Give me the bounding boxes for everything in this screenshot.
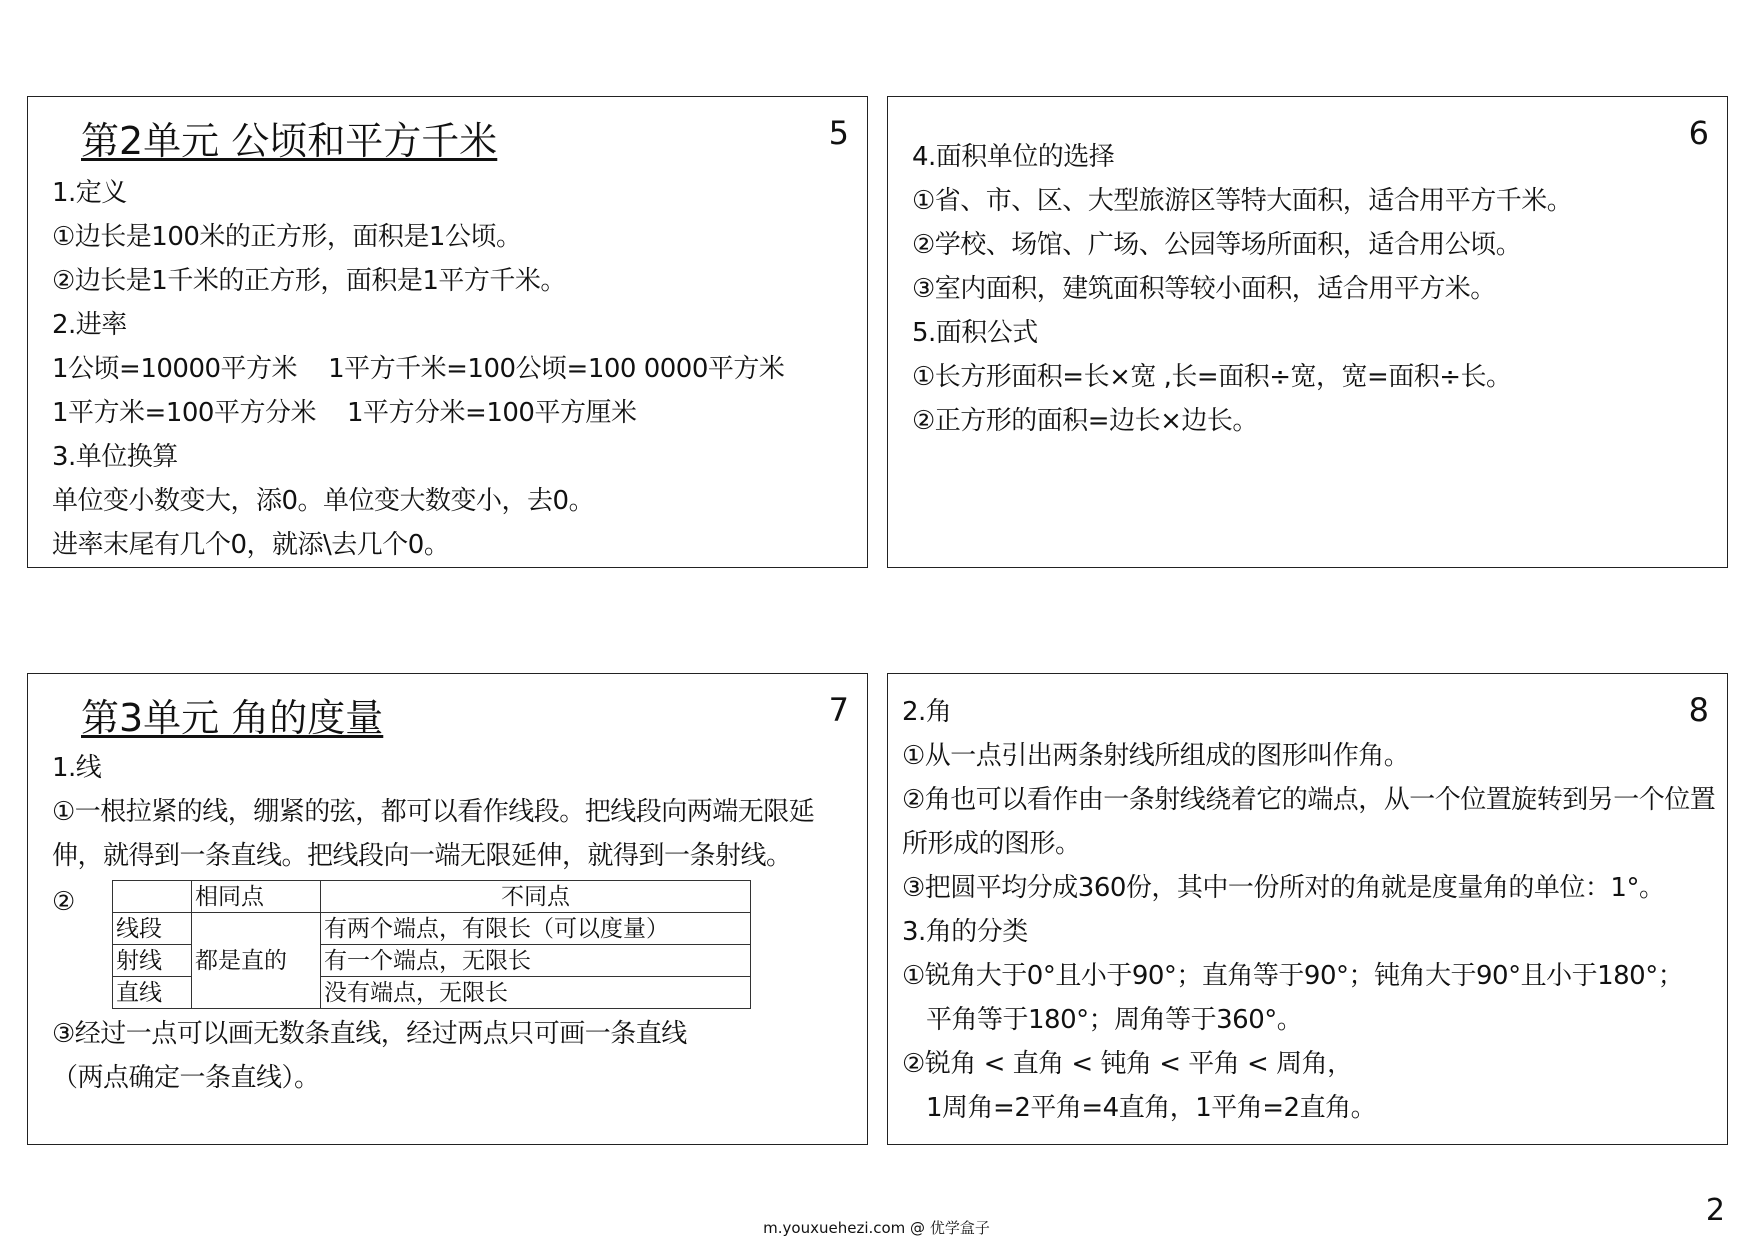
text-line: 4.面积单位的选择	[912, 142, 1115, 172]
table-cell: 射线	[113, 945, 192, 977]
table-cell: 线段	[113, 913, 192, 945]
text-line: ③经过一点可以画无数条直线，经过两点只可画一条直线	[52, 1019, 687, 1049]
text-line: ①从一点引出两条射线所组成的图形叫作角。	[902, 741, 1410, 771]
text-line: 平角等于180°；周角等于360°。	[926, 1005, 1303, 1035]
comparison-block	[52, 878, 847, 1018]
card-8	[887, 673, 1728, 1145]
text-paragraph: ②角也可以看作由一条射线绕着它的端点，从一个位置旋转到另一个位置所形成的图形。	[902, 785, 1716, 859]
text-line: （两点确定一条直线）。	[52, 1063, 320, 1093]
text-line: ②正方形的面积=边长×边长。	[912, 406, 1258, 436]
table-header-row	[113, 881, 751, 913]
text-line: 2.角	[902, 697, 952, 727]
text-line: ③把圆平均分成360份，其中一份所对的角就是度量角的单位：1°。	[902, 873, 1665, 903]
card-number: 6	[1688, 114, 1709, 152]
text-line: 1周角=2平角=4直角，1平角=2直角。	[926, 1093, 1377, 1123]
text-line: 进率末尾有几个0，就添\去几个0。	[52, 530, 450, 560]
table-header-cell: 相同点	[192, 881, 321, 913]
text-line: 3.单位换算	[52, 442, 178, 472]
table-cell-same: 都是直的	[192, 913, 321, 1009]
card-body	[912, 135, 1707, 443]
text-paragraph: ①一根拉紧的线，绷紧的弦，都可以看作线段。把线段向两端无限延伸，就得到一条直线。把线段向一端无限延伸，就得到一条射线。	[52, 797, 815, 871]
comparison-table	[112, 880, 751, 1009]
text-line: ②学校、场馆、广场、公园等场所面积，适合用公顷。	[912, 230, 1522, 260]
text-line: 3.角的分类	[902, 917, 1028, 947]
card-number: 5	[828, 114, 849, 152]
text-line: ①省、市、区、大型旅游区等特大面积，适合用平方千米。	[912, 186, 1573, 216]
table-row	[113, 913, 751, 945]
text-line: 单位变小数变大，添0。单位变大数变小，去0。	[52, 486, 595, 516]
text-line: 1.线	[52, 753, 102, 783]
text-line: ①长方形面积=长×宽 ,长=面积÷宽，宽=面积÷长。	[912, 362, 1512, 392]
text-line: 1公顷=10000平方米 1平方千米=100公顷=100 0000平方米	[52, 354, 785, 384]
text-line: ①边长是100米的正方形，面积是1公顷。	[52, 222, 522, 252]
table-cell: 有两个端点，有限长（可以度量）	[321, 913, 751, 945]
page-number: 2	[1705, 1193, 1725, 1228]
card-title: 第3单元 角的度量	[81, 696, 384, 740]
text-line: ①锐角大于0°且小于90°；直角等于90°；钝角大于90°且小于180°；	[902, 961, 1684, 991]
text-line: ②边长是1千米的正方形，面积是1平方千米。	[52, 266, 566, 296]
text-line: ③室内面积，建筑面积等较小面积，适合用平方米。	[912, 274, 1496, 304]
text-line: 5.面积公式	[912, 318, 1038, 348]
card-title: 第2单元 公顷和平方千米	[81, 119, 498, 163]
table-cell: 直线	[113, 977, 192, 1009]
card-5	[27, 96, 868, 568]
card-body	[52, 746, 847, 1100]
text-line: 1.定义	[52, 178, 127, 208]
table-header-cell	[113, 881, 192, 913]
card-7	[27, 673, 868, 1145]
table-cell: 没有端点，无限长	[321, 977, 751, 1009]
text-line: 1平方米=100平方分米 1平方分米=100平方厘米	[52, 398, 637, 428]
card-body	[52, 171, 847, 567]
footer-source: m.youxuehezi.com @ 优学盒子	[763, 1219, 990, 1237]
text-line: 2.进率	[52, 310, 127, 340]
item-marker: ②	[52, 887, 76, 917]
text-line: ②锐角 < 直角 < 钝角 < 平角 < 周角，	[902, 1049, 1353, 1079]
card-number: 7	[828, 691, 849, 729]
card-6	[887, 96, 1728, 568]
table-header-cell: 不同点	[321, 881, 751, 913]
card-number: 8	[1688, 691, 1709, 729]
table-cell: 有一个端点，无限长	[321, 945, 751, 977]
card-body	[902, 690, 1721, 1130]
